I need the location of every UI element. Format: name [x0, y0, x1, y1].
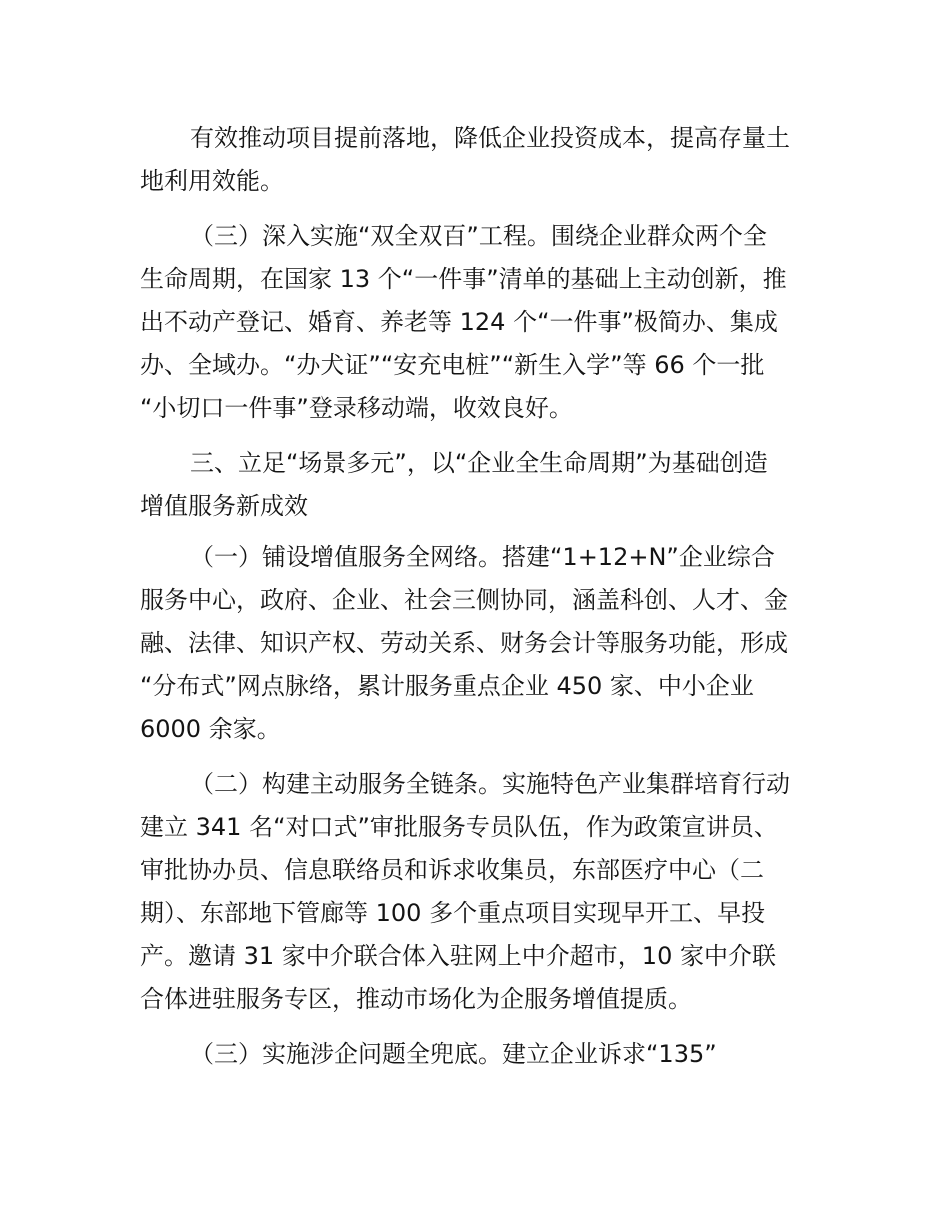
section-heading: 增值服务新成效: [140, 492, 308, 520]
text-line: 期）、东部地下管廊等 100 多个重点项目实现早开工、早投: [140, 899, 766, 927]
text-line: 服务中心，政府、企业、社会三侧协同，涵盖科创、人才、金: [140, 586, 788, 614]
text-line: 融、法律、知识产权、劳动关系、财务会计等服务功能，形成: [140, 629, 788, 657]
text-line: 出不动产登记、婚育、养老等 124 个“一件事”极简办、集成: [140, 308, 778, 336]
text-line: （一）铺设增值服务全网络。搭建“1+12+N”企业综合: [190, 543, 775, 571]
text-line: 生命周期，在国家 13 个“一件事”清单的基础上主动创新，推: [140, 265, 787, 293]
text-line: （三）深入实施“双全双百”工程。围绕企业群众两个全: [190, 222, 767, 250]
text-line: （二）构建主动服务全链条。实施特色产业集群培育行动: [190, 770, 790, 798]
text-line: 有效推动项目提前落地，降低企业投资成本，提高存量土: [190, 124, 790, 152]
text-line: “分布式”网点脉络，累计服务重点企业 450 家、中小企业: [140, 672, 754, 700]
text-line: （三）实施涉企问题全兜底。建立企业诉求“135”: [190, 1040, 717, 1068]
text-line: 审批协办员、信息联络员和诉求收集员，东部医疗中心（二: [140, 856, 764, 884]
text-line: 合体进驻服务专区，推动市场化为企服务增值提质。: [140, 985, 692, 1013]
section-heading: 三、立足“场景多元”，以“企业全生命周期”为基础创造: [190, 449, 768, 477]
text-line: “小切口一件事”登录移动端，收效良好。: [140, 394, 573, 422]
text-line: 办、全域办。“办犬证”“安充电桩”“新生入学”等 66 个一批: [140, 351, 765, 379]
text-line: 地利用效能。: [140, 167, 284, 195]
text-line: 产。邀请 31 家中介联合体入驻网上中介超市，10 家中介联: [140, 942, 776, 970]
text-line: 建立 341 名“对口式”审批服务专员队伍，作为政策宣讲员、: [140, 813, 778, 841]
text-line: 6000 余家。: [140, 715, 281, 743]
